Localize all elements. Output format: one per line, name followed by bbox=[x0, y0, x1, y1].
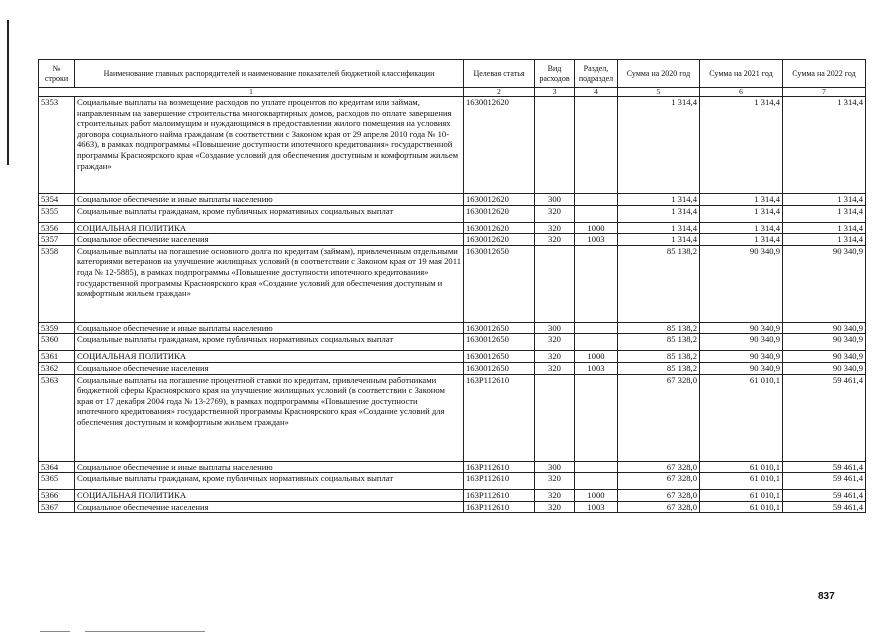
table-row bbox=[39, 322, 866, 334]
row-sum-2021: 90 340,9 bbox=[700, 362, 783, 374]
row-name: СОЦИАЛЬНАЯ ПОЛИТИКА bbox=[75, 351, 464, 363]
table-row bbox=[39, 461, 866, 473]
row-expense-type: 300 bbox=[535, 322, 575, 334]
table-row bbox=[39, 490, 866, 502]
row-sum-2020: 67 328,0 bbox=[618, 501, 700, 513]
row-sum-2021: 90 340,9 bbox=[700, 334, 783, 351]
row-name: Социальные выплаты на погашение процентной ставки по кредитам, привлеченным работниками бюджетной сферы Красноярского края на улучшение жилищных условий (в соответствии с Законом края от 17 декабря 2004 года № 13-2769), в рамках подпрограммы «Повышение доступности ипотечного кредитования» государственной программы Красноярского края «Создание условий для обеспечения доступным и комфортным жильем граждан» bbox=[75, 374, 464, 461]
header-type: Вид расходов bbox=[535, 60, 575, 88]
row-section bbox=[575, 322, 618, 334]
row-expense-type: 320 bbox=[535, 351, 575, 363]
row-name: Социальные выплаты гражданам, кроме публичных нормативных социальных выплат bbox=[75, 334, 464, 351]
row-expense-type: 320 bbox=[535, 205, 575, 222]
header-row bbox=[39, 60, 866, 88]
row-section bbox=[575, 473, 618, 490]
row-sum-2020: 85 138,2 bbox=[618, 322, 700, 334]
table-row bbox=[39, 194, 866, 206]
row-sum-2022: 90 340,9 bbox=[783, 334, 866, 351]
row-sum-2020: 1 314,4 bbox=[618, 222, 700, 234]
row-sum-2020: 67 328,0 bbox=[618, 490, 700, 502]
row-number: 5359 bbox=[39, 322, 75, 334]
row-name: Социальное обеспечение населения bbox=[75, 234, 464, 246]
row-expense-type: 320 bbox=[535, 473, 575, 490]
budget-table bbox=[38, 59, 866, 513]
row-number: 5365 bbox=[39, 473, 75, 490]
row-name: Социальные выплаты гражданам, кроме публичных нормативных социальных выплат bbox=[75, 205, 464, 222]
table-row bbox=[39, 362, 866, 374]
row-sum-2022: 1 314,4 bbox=[783, 234, 866, 246]
table-row bbox=[39, 97, 866, 194]
table-row bbox=[39, 234, 866, 246]
row-sum-2021: 61 010,1 bbox=[700, 461, 783, 473]
table-row bbox=[39, 245, 866, 322]
row-sum-2021: 1 314,4 bbox=[700, 194, 783, 206]
row-section: 1003 bbox=[575, 362, 618, 374]
row-sum-2022: 59 461,4 bbox=[783, 473, 866, 490]
row-name: СОЦИАЛЬНАЯ ПОЛИТИКА bbox=[75, 222, 464, 234]
row-sum-2021: 1 314,4 bbox=[700, 222, 783, 234]
table-row bbox=[39, 222, 866, 234]
column-number-row bbox=[39, 88, 866, 97]
table-row bbox=[39, 473, 866, 490]
row-target-article: 163P112610 bbox=[464, 461, 535, 473]
row-section bbox=[575, 374, 618, 461]
row-target-article: 1630012620 bbox=[464, 194, 535, 206]
row-number: 5354 bbox=[39, 194, 75, 206]
header-row-no: № строки bbox=[39, 60, 75, 88]
row-target-article: 1630012620 bbox=[464, 205, 535, 222]
row-sum-2020: 1 314,4 bbox=[618, 234, 700, 246]
row-expense-type bbox=[535, 374, 575, 461]
table-row bbox=[39, 351, 866, 363]
row-sum-2022: 90 340,9 bbox=[783, 322, 866, 334]
row-sum-2022: 1 314,4 bbox=[783, 194, 866, 206]
row-name: Социальное обеспечение и иные выплаты населению bbox=[75, 194, 464, 206]
row-sum-2020: 85 138,2 bbox=[618, 351, 700, 363]
page-number: 837 bbox=[818, 591, 835, 602]
row-section: 1000 bbox=[575, 490, 618, 502]
header-sum-2020: Сумма на 2020 год bbox=[618, 60, 700, 88]
row-number: 5362 bbox=[39, 362, 75, 374]
scan-mark bbox=[85, 631, 205, 632]
row-section bbox=[575, 334, 618, 351]
row-sum-2022: 59 461,4 bbox=[783, 490, 866, 502]
row-number: 5363 bbox=[39, 374, 75, 461]
row-sum-2021: 61 010,1 bbox=[700, 473, 783, 490]
row-sum-2022: 90 340,9 bbox=[783, 351, 866, 363]
row-number: 5358 bbox=[39, 245, 75, 322]
row-sum-2021: 61 010,1 bbox=[700, 374, 783, 461]
column-number: 2 bbox=[464, 88, 535, 97]
row-sum-2020: 1 314,4 bbox=[618, 194, 700, 206]
row-name: Социальные выплаты на возмещение расходов по уплате процентов по кредитам или займам, направленным на завершение строительства многоквартирных домов, расходов по оплате завершения строительных работ малоимущим и нуждающимся в предоставлении жилого помещения на условиях договора социального найма гражданам (в соответствии с Законом края от 29 апреля 2010 года № 10-4663), в рамках подпрограммы «Повышение доступности ипотечного кредитования» государственной программы Красноярского края «Создание условий для обеспечения доступным и комфортным жильем граждан» bbox=[75, 97, 464, 194]
row-sum-2021: 90 340,9 bbox=[700, 245, 783, 322]
row-expense-type: 300 bbox=[535, 194, 575, 206]
row-sum-2021: 61 010,1 bbox=[700, 490, 783, 502]
row-expense-type bbox=[535, 245, 575, 322]
row-expense-type: 300 bbox=[535, 461, 575, 473]
row-sum-2020: 1 314,4 bbox=[618, 97, 700, 194]
row-section bbox=[575, 245, 618, 322]
row-name: Социальное обеспечение населения bbox=[75, 501, 464, 513]
row-sum-2022: 1 314,4 bbox=[783, 205, 866, 222]
row-expense-type: 320 bbox=[535, 362, 575, 374]
row-name: Социальные выплаты на погашение основного долга по кредитам (займам), привлеченным отдельными категориями ветеранов на улучшение жилищных условий (в соответствии с Законом края от 19 мая 2011 года № 12-5885), в рамках подпрограммы «Повышение доступности ипотечного кредитования» государственной программы Красноярского края «Создание условий для обеспечения доступным и комфортным жильем граждан» bbox=[75, 245, 464, 322]
row-target-article: 1630012620 bbox=[464, 234, 535, 246]
row-sum-2020: 85 138,2 bbox=[618, 362, 700, 374]
row-number: 5366 bbox=[39, 490, 75, 502]
row-target-article: 163P112610 bbox=[464, 374, 535, 461]
header-sum-2021: Сумма на 2021 год bbox=[700, 60, 783, 88]
row-sum-2020: 85 138,2 bbox=[618, 245, 700, 322]
row-target-article: 1630012650 bbox=[464, 334, 535, 351]
row-section bbox=[575, 461, 618, 473]
row-section: 1000 bbox=[575, 351, 618, 363]
row-sum-2022: 90 340,9 bbox=[783, 362, 866, 374]
row-sum-2020: 67 328,0 bbox=[618, 473, 700, 490]
row-sum-2021: 1 314,4 bbox=[700, 205, 783, 222]
header-target: Целевая статья bbox=[464, 60, 535, 88]
column-number: 4 bbox=[575, 88, 618, 97]
row-section: 1000 bbox=[575, 222, 618, 234]
row-name: Социальное обеспечение населения bbox=[75, 362, 464, 374]
row-name: СОЦИАЛЬНАЯ ПОЛИТИКА bbox=[75, 490, 464, 502]
table-row bbox=[39, 374, 866, 461]
row-sum-2022: 59 461,4 bbox=[783, 461, 866, 473]
row-section: 1003 bbox=[575, 234, 618, 246]
row-sum-2020: 67 328,0 bbox=[618, 461, 700, 473]
row-sum-2022: 59 461,4 bbox=[783, 374, 866, 461]
row-sum-2021: 90 340,9 bbox=[700, 322, 783, 334]
row-target-article: 163P112610 bbox=[464, 473, 535, 490]
row-target-article: 163P112610 bbox=[464, 490, 535, 502]
row-name: Социальное обеспечение и иные выплаты населению bbox=[75, 322, 464, 334]
table-row bbox=[39, 501, 866, 513]
row-target-article: 1630012620 bbox=[464, 97, 535, 194]
column-number: 3 bbox=[535, 88, 575, 97]
row-target-article: 1630012620 bbox=[464, 222, 535, 234]
row-target-article: 1630012650 bbox=[464, 322, 535, 334]
row-number: 5355 bbox=[39, 205, 75, 222]
row-sum-2022: 1 314,4 bbox=[783, 222, 866, 234]
header-name: Наименование главных распорядителей и наименование показателей бюджетной классификации bbox=[75, 60, 464, 88]
row-expense-type: 320 bbox=[535, 234, 575, 246]
row-section: 1003 bbox=[575, 501, 618, 513]
row-sum-2020: 1 314,4 bbox=[618, 205, 700, 222]
row-sum-2021: 61 010,1 bbox=[700, 501, 783, 513]
row-number: 5367 bbox=[39, 501, 75, 513]
row-sum-2021: 90 340,9 bbox=[700, 351, 783, 363]
column-number: 5 bbox=[618, 88, 700, 97]
row-section bbox=[575, 194, 618, 206]
row-target-article: 1630012650 bbox=[464, 351, 535, 363]
row-name: Социальные выплаты гражданам, кроме публичных нормативных социальных выплат bbox=[75, 473, 464, 490]
row-section bbox=[575, 205, 618, 222]
row-sum-2022: 90 340,9 bbox=[783, 245, 866, 322]
column-number: 7 bbox=[783, 88, 866, 97]
row-number: 5361 bbox=[39, 351, 75, 363]
row-number: 5357 bbox=[39, 234, 75, 246]
row-expense-type bbox=[535, 97, 575, 194]
row-target-article: 1630012650 bbox=[464, 362, 535, 374]
binding-line bbox=[7, 20, 9, 165]
row-target-article: 163P112610 bbox=[464, 501, 535, 513]
row-number: 5353 bbox=[39, 97, 75, 194]
row-sum-2022: 59 461,4 bbox=[783, 501, 866, 513]
header-sum-2022: Сумма на 2022 год bbox=[783, 60, 866, 88]
row-number: 5356 bbox=[39, 222, 75, 234]
row-expense-type: 320 bbox=[535, 490, 575, 502]
header-section: Раздел, подраздел bbox=[575, 60, 618, 88]
row-section bbox=[575, 97, 618, 194]
row-target-article: 1630012650 bbox=[464, 245, 535, 322]
table-row bbox=[39, 334, 866, 351]
row-expense-type: 320 bbox=[535, 334, 575, 351]
row-sum-2021: 1 314,4 bbox=[700, 97, 783, 194]
row-expense-type: 320 bbox=[535, 222, 575, 234]
row-sum-2021: 1 314,4 bbox=[700, 234, 783, 246]
scan-mark bbox=[40, 631, 70, 632]
row-number: 5364 bbox=[39, 461, 75, 473]
column-number: 6 bbox=[700, 88, 783, 97]
row-name: Социальное обеспечение и иные выплаты населению bbox=[75, 461, 464, 473]
row-sum-2022: 1 314,4 bbox=[783, 97, 866, 194]
row-sum-2020: 85 138,2 bbox=[618, 334, 700, 351]
row-expense-type: 320 bbox=[535, 501, 575, 513]
column-number: 1 bbox=[39, 88, 464, 97]
row-sum-2020: 67 328,0 bbox=[618, 374, 700, 461]
row-number: 5360 bbox=[39, 334, 75, 351]
table-row bbox=[39, 205, 866, 222]
